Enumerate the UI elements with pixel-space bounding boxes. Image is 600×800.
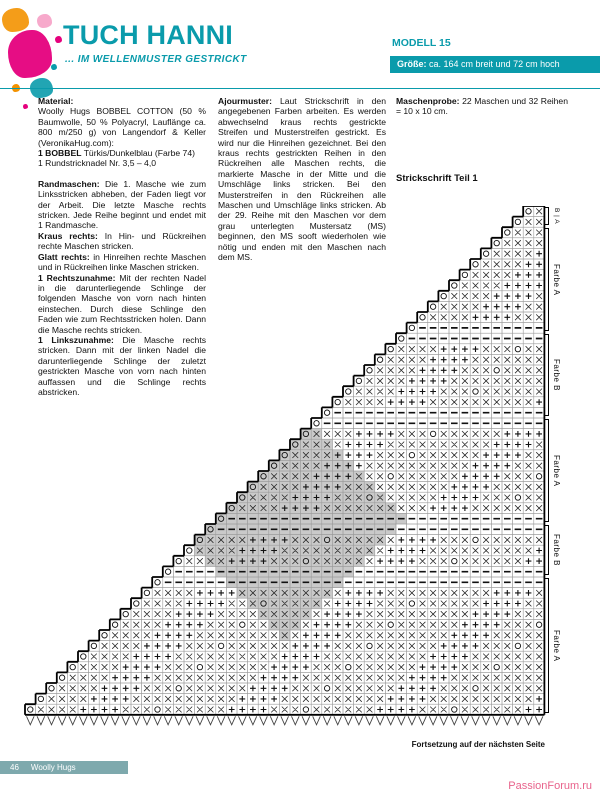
paint-blob bbox=[37, 14, 52, 28]
paint-blob bbox=[51, 64, 57, 70]
color-band-text: Farbe A bbox=[552, 454, 561, 487]
randmaschen-lead: Randmaschen: bbox=[38, 178, 100, 189]
material-yarn: Woolly Hugs BOBBEL COTTON (50 % Baumwolle, 50 % Polyacryl, Lauflänge ca. 800 m/250 g) von Langendorf & Keller (VeronikaHug.com): bbox=[38, 106, 206, 148]
color-band-text: B | A bbox=[553, 208, 560, 225]
material-bobbel bbox=[38, 148, 206, 158]
color-band-label bbox=[548, 525, 564, 575]
maschenprobe-lead: Maschenprobe: bbox=[396, 96, 460, 106]
knitting-chart-grid bbox=[24, 206, 546, 729]
ajourmuster-text: Laut Strickschrift in den angegebenen Farben arbeiten. Es werden abwechselnd kraus rechts gestrickte Streifen und Musterstreifen gestrickt. Es wird nur die Hinreihen gezeichnet. Bei den kraus rechts gestrickten Reihen in den Rückreihen alle Maschen rechts, die markierte Masche in der Mitte und die Umschläge links stricken. Bei den Musterstreifen in den Rückreihen alle Maschen und Umschläge links stricken. Ab der 29. Reihe mit den Maschen vor dem grau unterlegten Mustersatz (MS) beginnen, den MS sooft wiederholen wie nötig und enden mit den Maschen nach dem MS. bbox=[218, 96, 386, 263]
page-number: 46 bbox=[10, 763, 19, 772]
paint-blob bbox=[2, 8, 29, 32]
color-band-label bbox=[548, 334, 564, 416]
glatt-lead: Glatt rechts: bbox=[38, 251, 90, 262]
paint-blob bbox=[23, 104, 28, 109]
continuation-note: Fortsetzung auf der nächsten Seite bbox=[411, 740, 545, 749]
paint-blob bbox=[55, 36, 62, 43]
color-band-label bbox=[548, 228, 564, 331]
column-maschenprobe bbox=[396, 96, 568, 184]
page-title: TUCH HANNI bbox=[63, 20, 233, 50]
color-band-label bbox=[548, 419, 564, 522]
glatt-text: in Hinreihen rechte Maschen und in Rückreihen linke Maschen stricken. bbox=[38, 251, 207, 273]
model-number: MODELL 15 bbox=[392, 37, 451, 49]
bobbel-lead: 1 BOBBEL bbox=[38, 148, 82, 159]
material-heading: Material: bbox=[38, 96, 74, 106]
linkszunahme-text: Die Masche rechts stricken. Dann mit der linken Nadel die darunterliegende Schlinge der zuletzt gestrickten Masche von vorn nach hinten auffassen und die Schlinge rechts abstricken. bbox=[38, 334, 206, 397]
header-divider bbox=[0, 88, 600, 89]
footer-bar bbox=[0, 761, 128, 774]
maschenprobe-text: 22 Maschen und 32 Reihen = 10 x 10 cm. bbox=[396, 96, 568, 117]
maschenprobe-paragraph bbox=[396, 96, 568, 117]
footer-brand: Woolly Hugs bbox=[30, 763, 76, 772]
linkszunahme-lead: 1 Linkszunahme: bbox=[38, 334, 114, 345]
color-band-text: Farbe B bbox=[552, 359, 561, 392]
rechtszunahme-text: Mit der rechten Nadel in die darunterliegende Schlinge der folgenden Masche von vorn nach hinten einstechen. Durch diese Schlinge den Faden wie zum Rechtsstricken holen. Dann die Masche rechts stricken. bbox=[38, 272, 206, 335]
size-bar bbox=[390, 56, 600, 73]
color-band-text: Farbe A bbox=[552, 629, 561, 662]
paint-blob bbox=[8, 30, 52, 78]
rechtszunahme-lead: 1 Rechtszunahme: bbox=[38, 272, 116, 283]
ajourmuster-lead: Ajourmuster: bbox=[218, 96, 272, 106]
bobbel-text: Türkis/Dunkelblau (Farbe 74) bbox=[83, 148, 195, 159]
knitting-chart bbox=[24, 206, 600, 772]
page-subtitle: ... IM WELLENMUSTER GESTRICKT bbox=[65, 54, 247, 65]
material-needle: 1 Rundstricknadel Nr. 3,5 – 4,0 bbox=[38, 158, 156, 169]
chart-heading: Strickschrift Teil 1 bbox=[396, 172, 478, 184]
color-band-text: Farbe A bbox=[552, 263, 561, 296]
watermark: PassionForum.ru bbox=[508, 780, 592, 792]
size-value: ca. 164 cm breit und 72 cm hoch bbox=[429, 59, 560, 69]
color-band-text: Farbe B bbox=[552, 534, 561, 566]
color-band-label bbox=[548, 207, 564, 225]
randmaschen-text: Die 1. Masche wie zum Linksstricken abheben, der Faden liegt vor der Arbeit. Die letzte Masche rechts stricken. Jede Reihe beginnt und endet mit 1 Randmasche. bbox=[38, 178, 206, 231]
color-band-label bbox=[548, 578, 564, 713]
kraus-text: In Hin- und Rückreihen rechte Maschen stricken. bbox=[38, 230, 207, 252]
kraus-lead: Kraus rechts: bbox=[38, 230, 98, 241]
color-band-labels bbox=[548, 206, 568, 718]
size-label: Größe: bbox=[397, 59, 427, 69]
